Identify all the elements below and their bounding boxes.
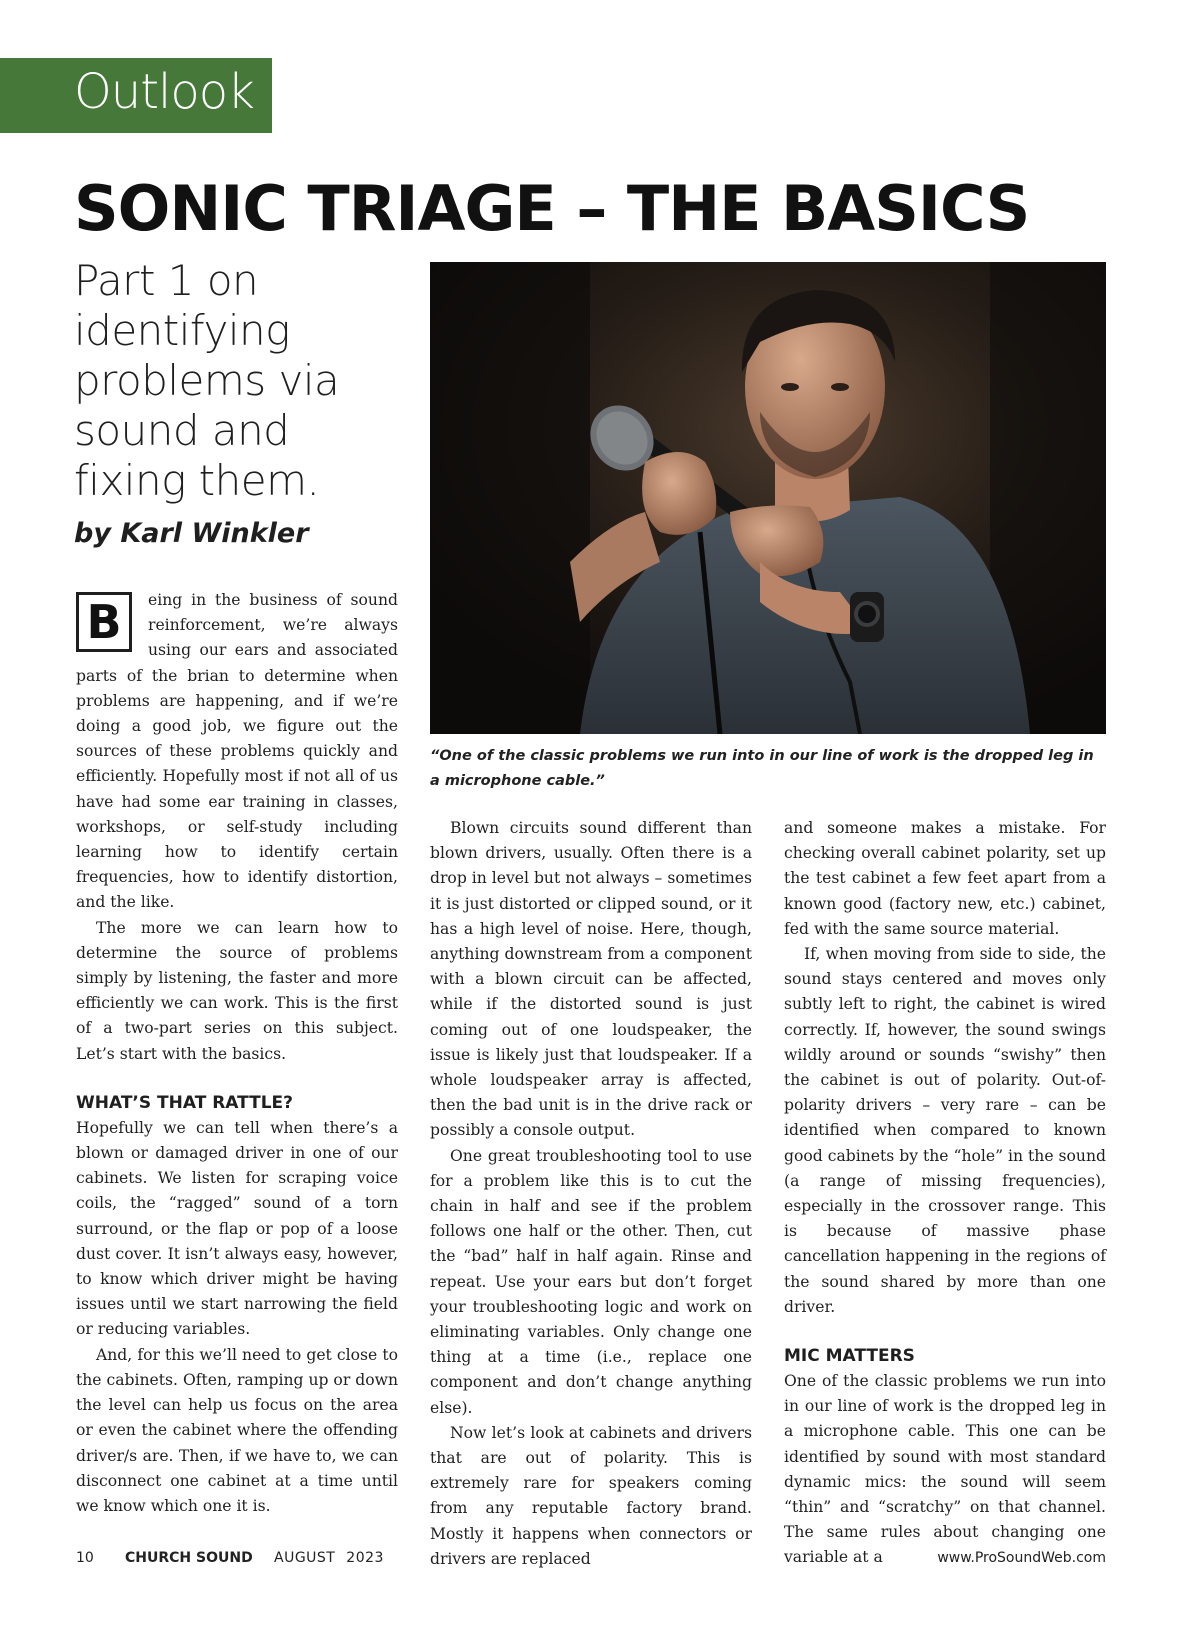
article-column-2 (430, 816, 752, 1572)
article-byline: by Karl Winkler (74, 518, 309, 549)
article-photo (430, 262, 1106, 734)
article-column-1 (76, 588, 398, 1519)
body-paragraph: eing in the business of sound reinforcement, we’re always using our ears and associated parts of the brian to determine when problems are happening, and if we’re doing a good job, we figure out the sources of these problems quickly and efficiently. Hopefully most if not all of us have had some ear training in classes, workshops, or self-study including learning how to identify certain frequencies, how to identify distortion, and the like. (76, 591, 398, 912)
body-paragraph: The more we can learn how to determine the source of problems simply by listening, the faster and more efficiently we can work. This is the first of a two-part series on this subject. Let’s start with the basics. (76, 918, 398, 1063)
body-paragraph: One of the classic problems we run into in our line of work is the dropped leg in a microphone cable. This one can be identified by sound with most standard dynamic mics: the sound will seem “thin” and “scratchy” on that channel. The same rules about changing one variable at a (784, 1372, 1106, 1567)
body-paragraph: If, when moving from side to side, the sound stays centered and moves only subtly left to right, the cabinet is wired correctly. If, however, the sound swings wildly around or sounds “swishy” then the cabinet is out of polarity. Out-of-polarity drivers – very rare – can be identified when compared to known good cabinets by the “hole” in the sound (a range of missing frequencies), especially in the crossover range. This is because of massive phase cancellation happening in the regions of the sound shared by more than one driver. (784, 945, 1106, 1316)
article-dek: Part 1 on identifying problems via sound and fixing them. (74, 256, 340, 505)
section-tab (0, 58, 272, 133)
photo-caption: “One of the classic problems we run into in our line of work is the dropped leg in a microphone cable.” (430, 748, 1094, 789)
subhead-mic-matters: MIC MATTERS (784, 1346, 915, 1367)
body-paragraph: and someone makes a mistake. For checking overall cabinet polarity, set up the test cabinet a few feet apart from a known good (factory new, etc.) cabinet, fed with the same source material. (784, 819, 1106, 938)
body-paragraph: Hopefully we can tell when there’s a blown or damaged driver in one of our cabinets. We listen for scraping voice coils, the “ragged” sound of a torn surround, or the flap or pop of a loose dust cover. It isn’t always easy, however, to know which driver might be having issues until we start narrowing the field or reducing variables. (76, 1118, 398, 1339)
body-paragraph: Now let’s look at cabinets and drivers that are out of polarity. This is extremely rare for speakers coming from any reputable factory brand. Mostly it happens when connectors or drivers are replaced (430, 1423, 752, 1568)
page-footer (76, 1550, 1106, 1574)
page-number: 10 (76, 1550, 94, 1566)
body-paragraph: One great troubleshooting tool to use for a problem like this is to cut the chain in half and see if the problem follows one half or the other. Then, cut the “bad” half in half again. Rinse and repeat. Use your ears but don’t forget your troubleshooting logic and work on eliminating variables. Only change one thing at a time (i.e., replace one component and don’t change anything else). (430, 1146, 752, 1417)
body-paragraph: Blown circuits sound different than blown drivers, usually. Often there is a drop in level but not always – sometimes it is just distorted or clipped sound, or it has a high level of noise. Here, though, anything downstream from a component with a blown circuit can be affected, while if the distorted sound is just coming out of one loudspeaker, the issue is likely just that loudspeaker. If a whole loudspeaker array is affected, then the bad unit is in the drive rack or possibly a console output. (430, 819, 752, 1140)
section-label: Outlook (74, 64, 254, 120)
drop-cap: B (76, 592, 132, 652)
issue-date: AUGUST 2023 (274, 1550, 384, 1566)
website-link[interactable]: www.ProSoundWeb.com (937, 1550, 1106, 1566)
microphone-photo-illustration (430, 262, 1106, 734)
body-paragraph: And, for this we’ll need to get close to the cabinets. Often, ramping up or down the level can help us focus on the area or even the cabinet where the offending driver/s are. Then, if we have to, we can disconnect one cabinet at a time until we know which one it is. (76, 1345, 398, 1515)
article-column-3 (784, 816, 1106, 1571)
magazine-name: CHURCH SOUND (125, 1550, 253, 1566)
subhead-rattle: WHAT’S THAT RATTLE? (76, 1092, 294, 1113)
article-headline: SONIC TRIAGE – THE BASICS (74, 172, 1030, 245)
